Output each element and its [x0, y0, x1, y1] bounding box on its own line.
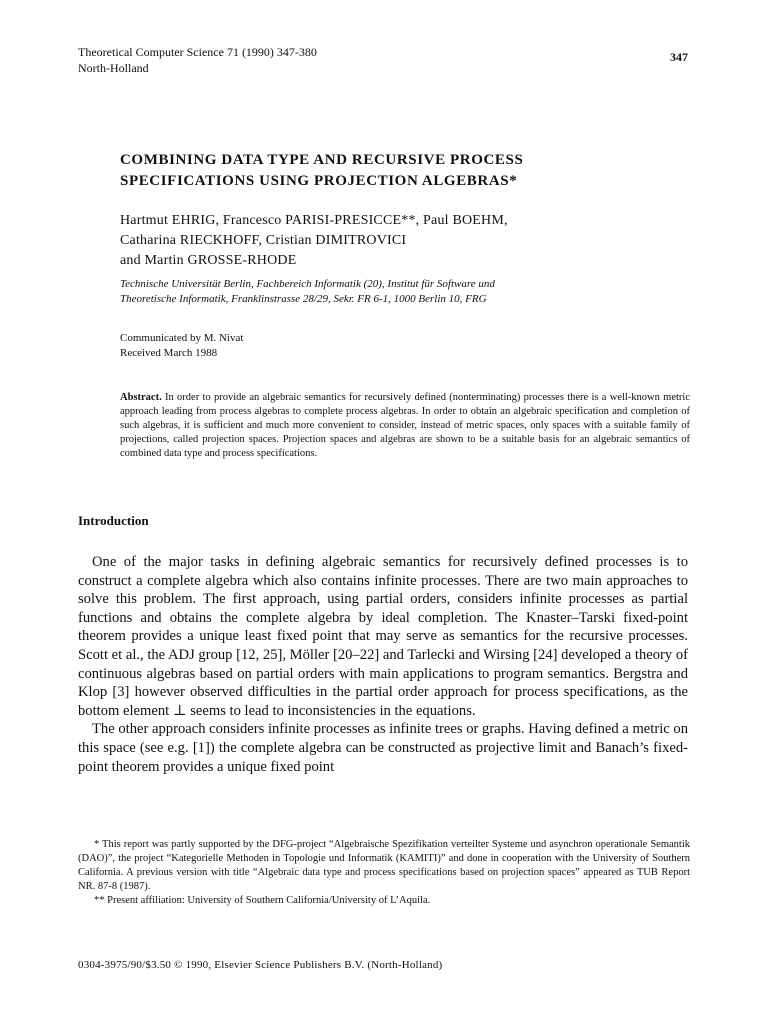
page-number: 347: [670, 50, 688, 64]
affiliation-line-2: Theoretische Informatik, Franklinstrasse 28/29, Sekr. FR 6-1, 1000 Berlin 10, FRG: [120, 293, 487, 305]
title-line-2: SPECIFICATIONS USING PROJECTION ALGEBRAS*: [120, 173, 518, 189]
publisher: North-Holland: [78, 61, 149, 75]
received-date: Received March 1988: [120, 347, 218, 359]
footnotes: [78, 838, 690, 908]
body-paragraph-1: One of the major tasks in defining algebraic semantics for recursively defined processes is to construct a complete algebra which also contains infinite processes. There are two main approaches to solve this problem. The first approach, using partial orders, considers infinite processes as partial functions and obtains the complete algebra by ideal completion. The Knaster–Tarski fixed-point theorem provides a unique least fixed point that may serve as semantics for the recursive processes. Scott et al., the ADJ group [12, 25], Möller [20–22] and Tarlecki and Wirsing [24] developed a theory of continuous algebras based on partial orders with main applications to program semantics. Bergstra and Klop [3] however observed difficulties in the partial order approach for process specifications, as the bottom element ⊥ seems to lead to inconsistencies in the equations.: [78, 554, 688, 719]
authors-line-1: Hartmut EHRIG, Francesco PARISI-PRESICCE**, Paul BOEHM,: [120, 213, 508, 228]
journal-header: [78, 44, 317, 76]
copyright-line: 0304-3975/90/$3.50 © 1990, Elsevier Science Publishers B.V. (North-Holland): [78, 959, 443, 971]
communication-info: [120, 331, 243, 361]
affiliation: [120, 277, 495, 307]
footnote-1: * This report was partly supported by the DFG-project “Algebraische Spezifikation verteilter Systeme und asynchron operationale Semantik (DAO)”, the project “Kategorielle Methoden in Topologie und Informatik (KAMITI)” and done in cooperation with the University of Southern California. A previous version with title “Algebraic data type and process specifications based on projection spaces” appeared as TUB Report NR. 87-8 (1987).: [78, 839, 690, 892]
authors-line-3: and Martin GROSSE-RHODE: [120, 253, 297, 268]
abstract: [120, 391, 690, 461]
author-list: [120, 211, 508, 271]
body-text: [78, 553, 688, 776]
title-line-1: COMBINING DATA TYPE AND RECURSIVE PROCESS: [120, 152, 524, 168]
authors-line-2: Catharina RIECKHOFF, Cristian DIMITROVICI: [120, 233, 407, 248]
communicated-by: Communicated by M. Nivat: [120, 332, 244, 344]
abstract-text: In order to provide an algebraic semantics for recursively defined (nonterminating) processes there is a well-known metric approach leading from process algebras to complete process algebras. In order to obtain an algebraic specification and completion of such algebras, it is sufficient and much more convenient to consider, instead of metric spaces, only spaces with a suitable family of projections, called projection spaces. Projection spaces and algebras are shown to be a suitable basis for an algebraic semantics of combined data type and process specifications.: [120, 392, 691, 459]
footnote-2: ** Present affiliation: University of Southern California/University of L’Aquila.: [94, 895, 431, 906]
abstract-label: Abstract.: [120, 392, 162, 403]
body-paragraph-2: The other approach considers infinite processes as infinite trees or graphs. Having defined a metric on this space (see e.g. [1]) the complete algebra can be constructed as projective limit and Banach’s fixed-point theorem provides a unique fixed point: [78, 721, 688, 775]
paper-title: [120, 150, 523, 192]
section-heading: Introduction: [78, 513, 149, 528]
affiliation-line-1: Technische Universität Berlin, Fachbereich Informatik (20), Institut für Software und: [120, 278, 495, 290]
journal-citation: Theoretical Computer Science 71 (1990) 347-380: [78, 45, 317, 59]
